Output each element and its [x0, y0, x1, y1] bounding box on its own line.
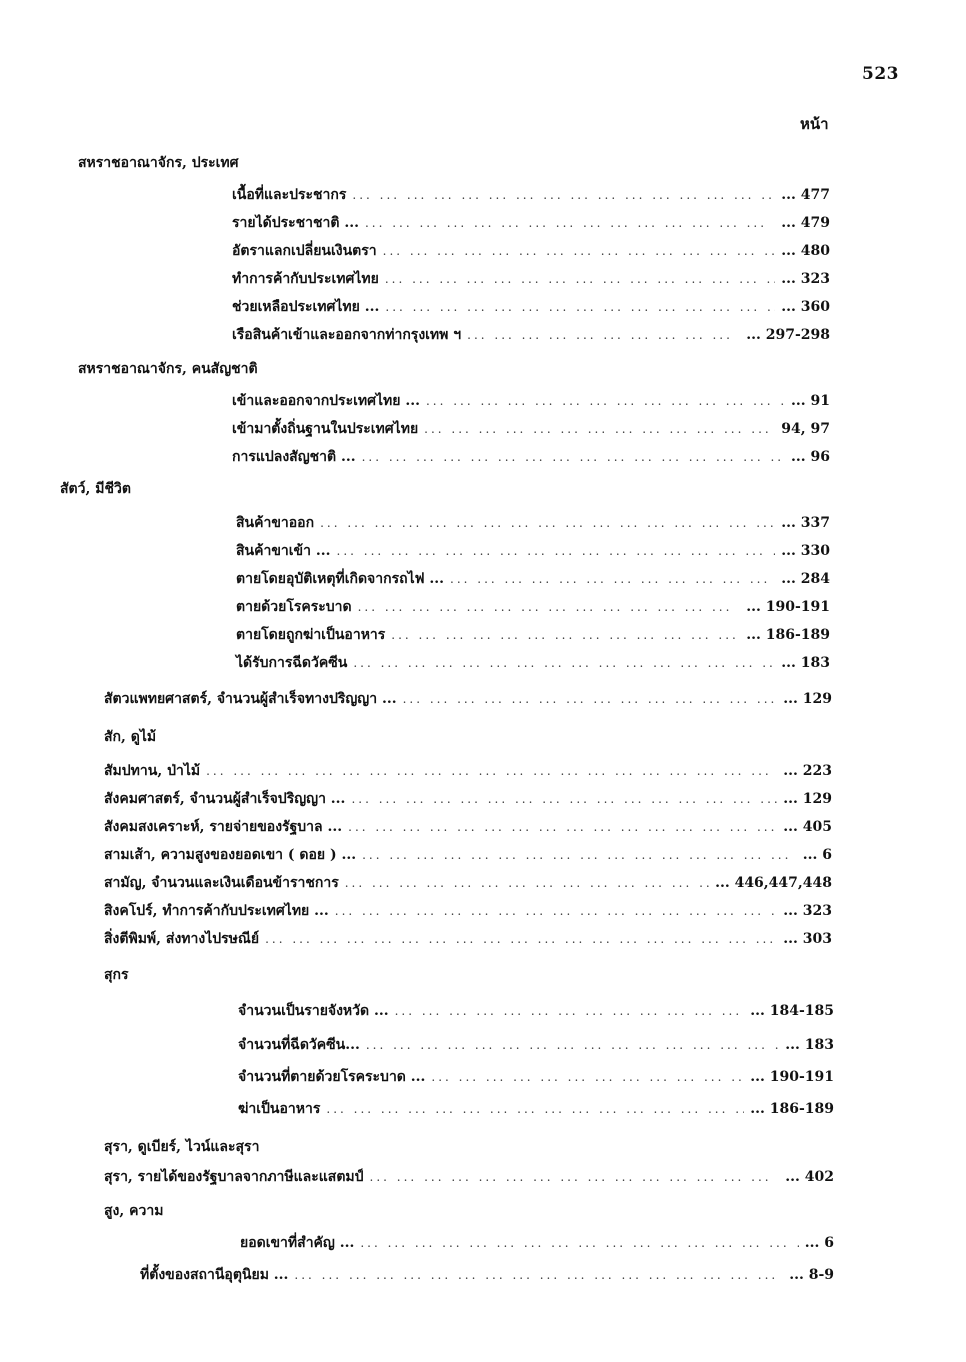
subentry-label: ได้รับการฉีดวัคซีน	[236, 655, 348, 671]
index-entry	[104, 900, 832, 922]
index-subentry	[232, 418, 830, 440]
subentry-label: เนื้อที่และประชากร	[232, 187, 347, 203]
page-ref: ... 480	[781, 243, 830, 259]
dot-leader	[385, 272, 775, 286]
subentry-label: รายได้ประชาชาติ ...	[232, 215, 359, 231]
index-entry	[104, 1166, 834, 1188]
dot-leader	[450, 572, 775, 586]
page-ref: ... 446,447,448	[715, 875, 832, 891]
dot-leader	[403, 692, 778, 706]
index-heading: สัตว์, มีชีวิต	[60, 481, 131, 497]
entry-label: ที่ตั้งของสถานีอุตุนิยม ...	[140, 1267, 289, 1283]
dot-leader	[345, 876, 709, 890]
index-subentry	[232, 446, 830, 468]
subentry-label: การแปลงสัญชาติ ...	[232, 449, 356, 465]
dot-leader	[431, 1070, 744, 1084]
dot-leader	[395, 1004, 745, 1018]
dot-leader	[467, 328, 740, 342]
dot-leader	[294, 1268, 783, 1282]
index-subentry	[240, 1232, 834, 1254]
page-ref: ... 190-191	[750, 1069, 834, 1085]
page-ref: ... 8-9	[789, 1267, 834, 1283]
dot-leader	[362, 450, 785, 464]
page-ref: ... 129	[783, 791, 832, 807]
dot-leader	[326, 1102, 744, 1116]
dot-leader	[348, 820, 777, 834]
page-ref: ... 183	[785, 1037, 834, 1053]
page-ref: ... 6	[804, 1235, 834, 1251]
dot-leader	[335, 904, 778, 918]
dot-leader	[383, 244, 776, 258]
entry-label: สุรา, รายได้ของรัฐบาลจากภาษีและแสตมป์	[104, 1169, 364, 1185]
page-ref: ... 297-298	[746, 327, 830, 343]
dot-leader	[206, 764, 777, 778]
index-entry	[104, 844, 832, 866]
index-entry	[104, 816, 832, 838]
index-heading: สหราชอาณาจักร, ประเทศ	[78, 155, 239, 171]
entry-label: สามัญ, จำนวนและเงินเดือนข้าราชการ	[104, 875, 339, 891]
page-ref: ... 479	[781, 215, 830, 231]
index-subentry	[236, 512, 830, 534]
subentry-label: ตายโดยถูกฆ่าเป็นอาหาร	[236, 627, 386, 643]
page-ref: ... 183	[781, 655, 830, 671]
column-header: หน้า	[800, 115, 829, 133]
entry-label: สิ่งตีพิมพ์, ส่งทางไปรษณีย์	[104, 931, 260, 947]
index-entry	[104, 688, 832, 710]
subentry-label: ช่วยเหลือประเทศไทย ...	[232, 299, 380, 315]
index-entry	[104, 872, 832, 894]
dot-leader	[351, 792, 777, 806]
page-ref: ... 405	[783, 819, 832, 835]
dot-leader	[362, 848, 797, 862]
subentry-label: สินค้าขาเข้า ...	[236, 543, 331, 559]
index-subentry	[236, 624, 830, 646]
entry-label: สามเส้า, ความสูงของยอดเขา ( ดอย ) ...	[104, 847, 357, 863]
page-ref: ... 323	[783, 903, 832, 919]
entry-label: สังคมศาสตร์, จำนวนผู้สำเร็จปริญญา ...	[104, 791, 346, 807]
page-ref: ... 323	[781, 271, 830, 287]
subentry-label: สินค้าขาออก	[236, 515, 315, 531]
index-entry	[140, 1264, 834, 1286]
dot-leader	[360, 1236, 798, 1250]
dot-leader	[426, 394, 785, 408]
page-ref: 94, 97	[781, 421, 830, 437]
index-subentry	[236, 596, 830, 618]
page-ref: ... 284	[781, 571, 830, 587]
page-ref: ... 129	[783, 691, 832, 707]
dot-leader	[365, 216, 775, 230]
page-ref: ... 402	[785, 1169, 834, 1185]
dot-leader	[370, 1170, 780, 1184]
page-ref: ... 96	[791, 449, 830, 465]
entry-label: สิงคโปร์, ทำการค้ากับประเทศไทย ...	[104, 903, 329, 919]
index-entry	[104, 788, 832, 810]
entry-label: สัตวแพทยศาสตร์, จำนวนผู้สำเร็จทางปริญญา ...	[104, 691, 397, 707]
dot-leader	[352, 188, 775, 202]
subentry-label: อัตราแลกเปลี่ยนเงินตรา	[232, 243, 377, 259]
subentry-label: เข้าและออกจากประเทศไทย ...	[232, 393, 420, 409]
index-subentry	[232, 212, 830, 234]
index-entry	[104, 760, 832, 782]
index-subentry	[232, 296, 830, 318]
index-subentry	[232, 268, 830, 290]
dot-leader	[320, 516, 775, 530]
page-ref: ... 477	[781, 187, 830, 203]
subentry-label: จำนวนเป็นรายจังหวัด ...	[238, 1003, 389, 1019]
index-heading: สัก, ดูไม้	[104, 729, 157, 745]
dot-leader	[391, 628, 740, 642]
subentry-label: ตายด้วยโรคระบาด	[236, 599, 352, 615]
entry-label: สัมปทาน, ป่าไม้	[104, 763, 201, 779]
page-ref: ... 186-189	[746, 627, 830, 643]
subentry-label: เรือสินค้าเข้าและออกจากท่ากรุงเทพ ฯ	[232, 327, 462, 343]
dot-leader	[358, 600, 741, 614]
page-ref: ... 91	[791, 393, 830, 409]
index-subentry	[232, 184, 830, 206]
page-ref: ... 6	[802, 847, 832, 863]
page-ref: ... 337	[781, 515, 830, 531]
index-subentry	[236, 568, 830, 590]
index-subentry	[232, 390, 830, 412]
subentry-label: เข้ามาตั้งถิ่นฐานในประเทศไทย	[232, 421, 419, 437]
dot-leader	[265, 932, 777, 946]
page-number: 523	[862, 64, 899, 84]
index-subentry	[238, 1000, 834, 1022]
page-ref: ... 330	[781, 543, 830, 559]
subentry-label: ทำการค้ากับประเทศไทย	[232, 271, 379, 287]
page-ref: ... 223	[783, 763, 832, 779]
entry-label: สังคมสงเคราะห์, รายจ่ายของรัฐบาล ...	[104, 819, 343, 835]
index-subentry	[236, 540, 830, 562]
page-ref: ... 303	[783, 931, 832, 947]
index-subentry	[232, 324, 830, 346]
page-ref: ... 184-185	[750, 1003, 834, 1019]
page-ref: ... 360	[781, 299, 830, 315]
index-heading: สหราชอาณาจักร, คนสัญชาติ	[78, 361, 258, 377]
subentry-label: ตายโดยอุบัติเหตุที่เกิดจากรถไฟ ...	[236, 571, 445, 587]
index-heading: สูง, ความ	[104, 1203, 164, 1219]
dot-leader	[353, 656, 775, 670]
page-ref: ... 186-189	[750, 1101, 834, 1117]
dot-leader	[366, 1038, 779, 1052]
subentry-label: ยอดเขาที่สำคัญ ...	[240, 1235, 355, 1251]
index-heading: สุรา, ดูเบียร์, ไวน์และสุรา	[104, 1139, 260, 1155]
dot-leader	[424, 422, 775, 436]
index-subentry	[238, 1066, 834, 1088]
subentry-label: จำนวนที่ฉีดวัคซีน...	[238, 1037, 360, 1053]
index-subentry	[236, 652, 830, 674]
index-subentry	[238, 1098, 834, 1120]
subentry-label: ฆ่าเป็นอาหาร	[238, 1101, 321, 1117]
index-subentry	[238, 1034, 834, 1056]
subentry-label: จำนวนที่ตายด้วยโรคระบาด ...	[238, 1069, 426, 1085]
index-entry	[104, 928, 832, 950]
dot-leader	[385, 300, 775, 314]
index-subentry	[232, 240, 830, 262]
page-ref: ... 190-191	[746, 599, 830, 615]
index-heading: สุกร	[104, 967, 129, 983]
dot-leader	[337, 544, 776, 558]
